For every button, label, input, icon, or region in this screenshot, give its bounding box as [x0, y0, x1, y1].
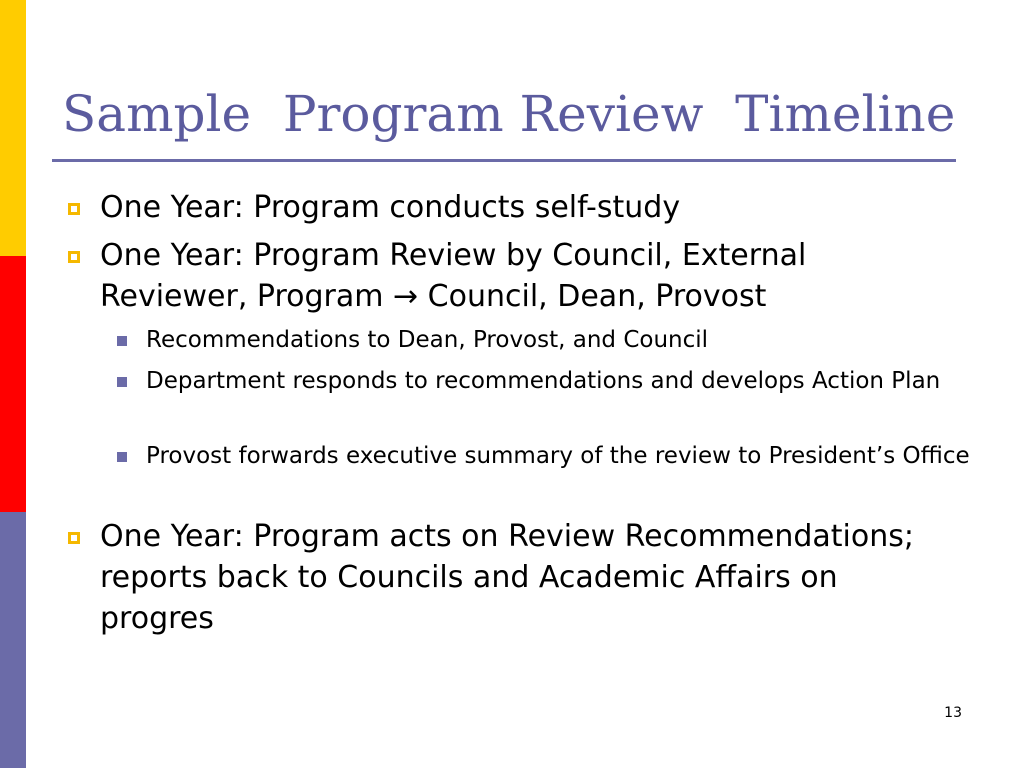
- square-bullet-icon: [68, 532, 80, 544]
- slide-title: Sample Program Review Timeline: [62, 85, 956, 143]
- bullet-text: One Year: Program Review by Council, External Reviewer, Program → Council, Dean, Provost: [100, 238, 807, 314]
- square-bullet-icon: [68, 203, 80, 215]
- square-bullet-icon: [68, 251, 80, 263]
- bullet-text: One Year: Program acts on Review Recommendations; reports back to Councils and Academic Affairs on progres: [100, 519, 914, 636]
- bullet-text: One Year: Program conducts self-study: [100, 190, 681, 225]
- small-square-bullet-icon: [117, 377, 127, 387]
- sub-bullet-text: Recommendations to Dean, Provost, and Council: [146, 327, 709, 353]
- sub-bullet-text: Provost forwards executive summary of the review to President’s Office: [146, 443, 970, 469]
- page-number: 13: [944, 705, 962, 721]
- small-square-bullet-icon: [117, 452, 127, 462]
- small-square-bullet-icon: [117, 336, 127, 346]
- sub-bullet-text: Department responds to recommendations and develops Action Plan: [146, 368, 941, 394]
